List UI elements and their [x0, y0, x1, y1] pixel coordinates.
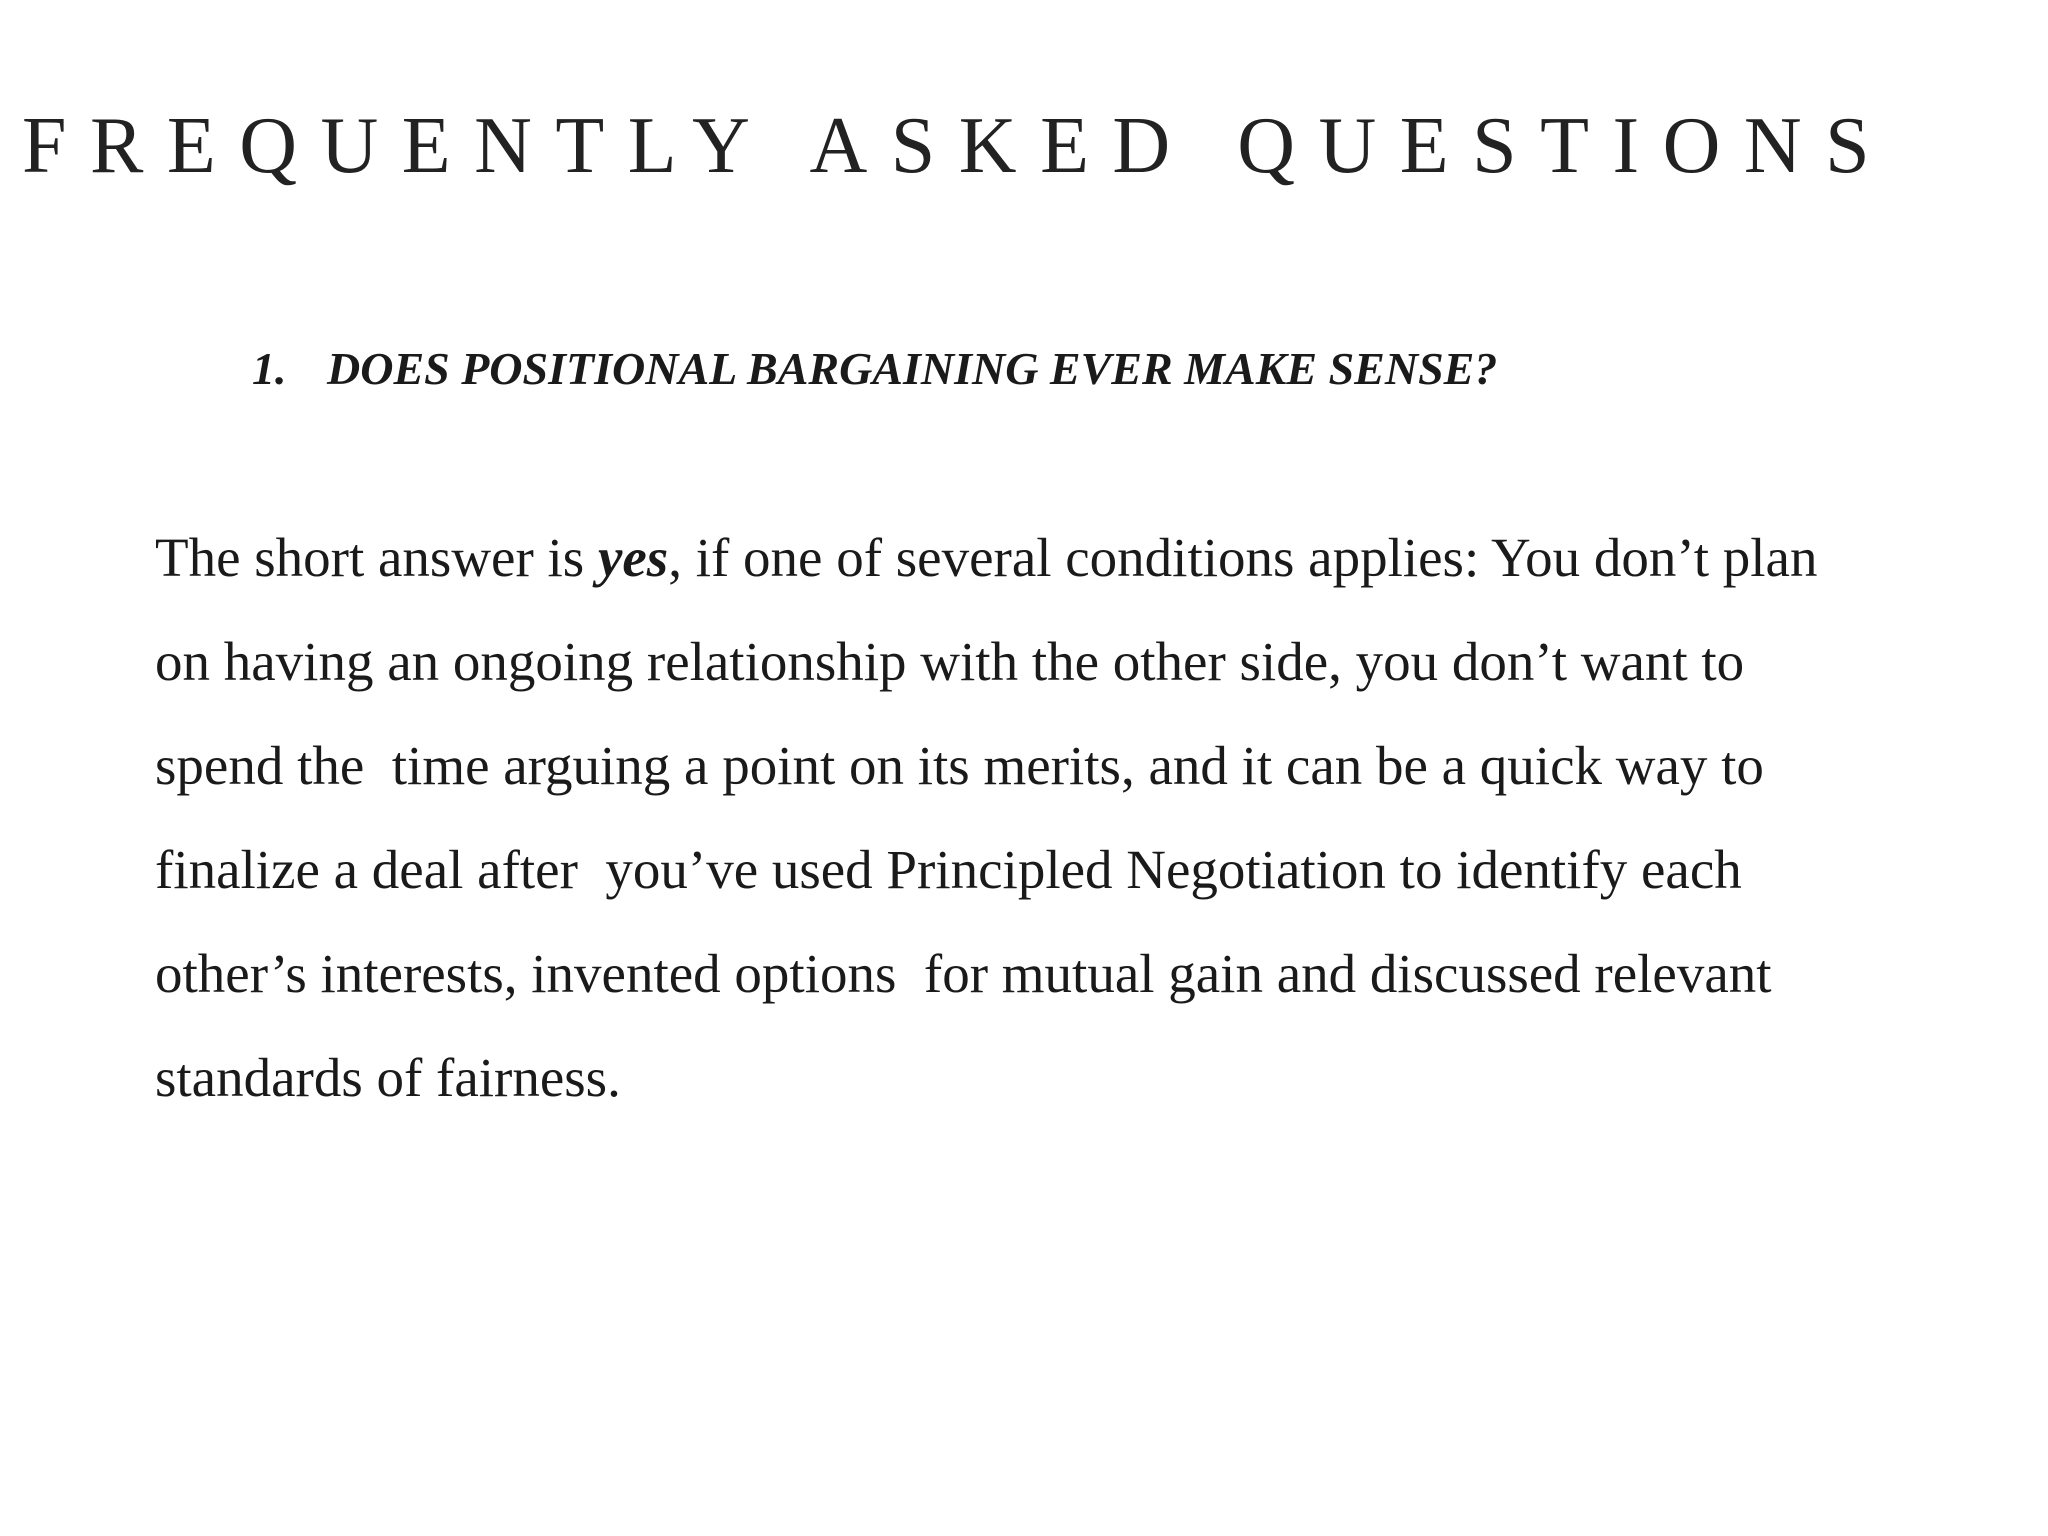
answer-emphasis: yes: [597, 527, 669, 588]
page-title: FREQUENTLY ASKED QUESTIONS: [22, 102, 1894, 190]
question-text: DOES POSITIONAL BARGAINING EVER MAKE SENSE?: [327, 343, 1498, 394]
answer-line-1-end: , if one of several conditions applies: You don’t plan: [668, 527, 1818, 588]
answer-line-4: finalize a deal after you’ve used Principled Negotiation to identify each: [155, 839, 1742, 900]
answer-line-1-start: The short answer is: [155, 527, 598, 588]
answer-line-1: [155, 506, 1855, 610]
faq-question: [252, 340, 1497, 398]
answer-line-2: on having an ongoing relationship with the other side, you don’t want to: [155, 631, 1745, 692]
answer-line-3: spend the time arguing a point on its merits, and it can be a quick way to: [155, 735, 1764, 796]
faq-answer: [155, 506, 1855, 1130]
answer-line-5: other’s interests, invented options for mutual gain and discussed relevant: [155, 943, 1772, 1004]
question-number: 1.: [252, 343, 287, 394]
answer-line-6: standards of fairness.: [155, 1047, 621, 1108]
